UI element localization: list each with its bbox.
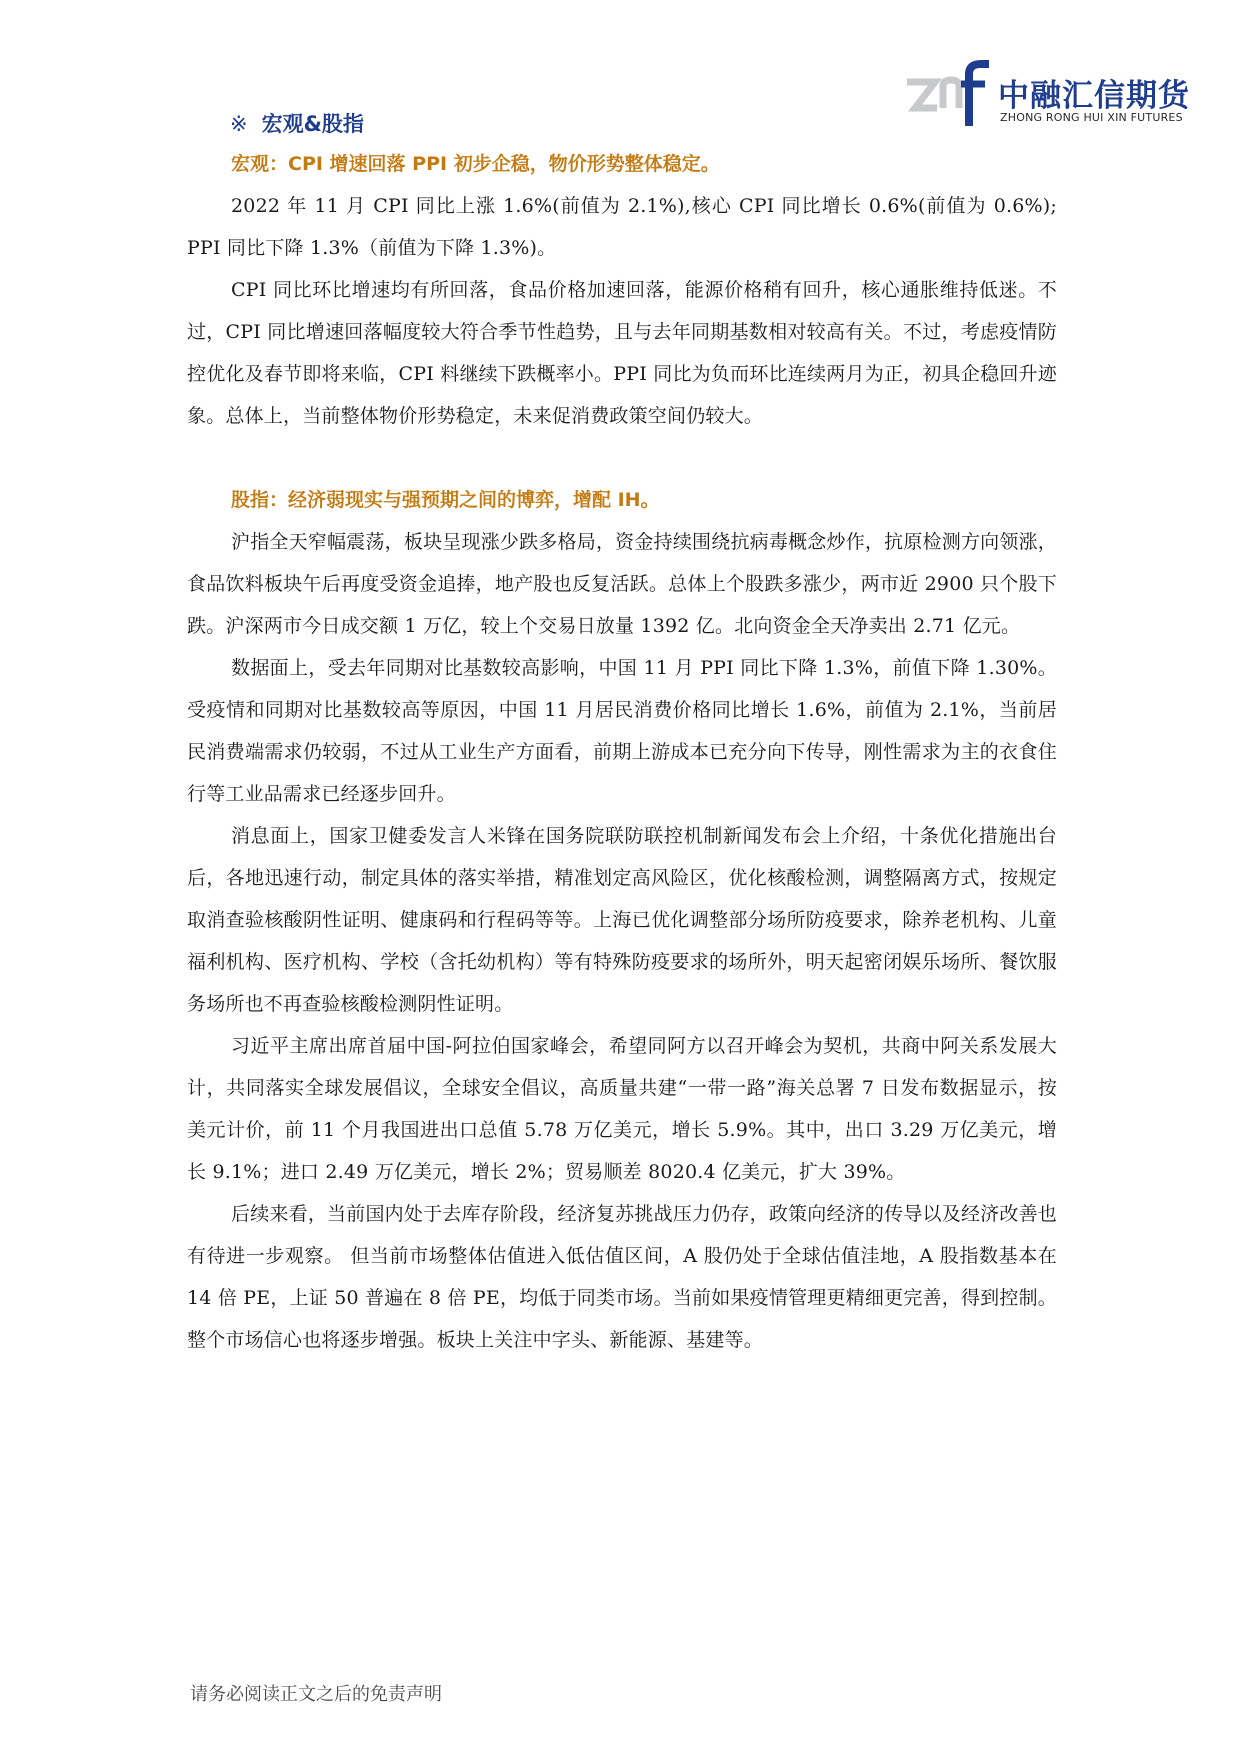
logo-english-name: ZHONG RONG HUI XIN FUTURES [1000, 111, 1183, 124]
macro-paragraph-2: CPI 同比环比增速均有所回落，食品价格加速回落，能源价格稍有回升，核心通胀维持低迷。不过，CPI 同比增速回落幅度较大符合季节性趋势，且与去年同期基数相对较高有关。不过，考虑疫情防控优化及春节即将来临，CPI 料继续下跌概率小。PPI 同比为负而环比连续两月为正，初具企稳回升迹象。总体上，当前整体物价形势稳定，未来促消费政策空间仍较大。 [187, 279, 1057, 427]
disclaimer-footer: 请务必阅读正文之后的免责声明 [190, 1684, 442, 1705]
section-spacer [187, 437, 1057, 479]
index-paragraph-2: 数据面上，受去年同期对比基数较高影响，中国 11 月 PPI 同比下降 1.3%，前值下降 1.30%。受疫情和同期对比基数较高等原因，中国 11 月居民消费价格同比增长 1.6%，前值为 2.1%，当前居民消费端需求仍较弱，不过从工业生产方面看，前期上游成本已充分向下传导，刚性需求为主的衣食住行等工业品需求已经逐步回升。 [187, 657, 1057, 805]
report-body [187, 100, 1057, 1361]
index-paragraph-4: 习近平主席出席首届中国-阿拉伯国家峰会，希望同阿方以召开峰会为契机，共商中阿关系发展大计，共同落实全球发展倡议，全球安全倡议，高质量共建“一带一路”海关总署 7 日发布数据显示，按美元计价，前 11 个月我国进出口总值 5.78 万亿美元，增长 5.9%。其中，出口 3.29 万亿美元，增长 9.1%；进口 2.49 万亿美元，增长 2%；贸易顺差 8020.4 亿美元，扩大 39%。 [187, 1035, 1057, 1183]
index-subtitle: 股指：经济弱现实与强预期之间的博弈，增配 IH。 [231, 489, 660, 511]
index-paragraph-5: 后续来看，当前国内处于去库存阶段，经济复苏挑战压力仍存，政策向经济的传导以及经济改善也有待进一步观察。 但当前市场整体估值进入低估值区间，A 股仍处于全球估值洼地，A 股指数基本在 14 倍 PE，上证 50 普遍在 8 倍 PE，均低于同类市场。当前如果疫情管理更精细更完善，得到控制。整个市场信心也将逐步增强。板块上关注中字头、新能源、基建等。 [187, 1203, 1057, 1351]
index-paragraph-1: 沪指全天窄幅震荡，板块呈现涨少跌多格局，资金持续围绕抗病毒概念炒作，抗原检测方向领涨，食品饮料板块午后再度受资金追捧，地产股也反复活跃。总体上个股跌多涨少，两市近 2900 只个股下跌。沪深两市今日成交额 1 万亿，较上个交易日放量 1392 亿。北向资金全天净卖出 2.71 亿元。 [187, 531, 1057, 637]
macro-subtitle: 宏观：CPI 增速回落 PPI 初步企稳，物价形势整体稳定。 [231, 153, 720, 175]
section-heading-text: 宏观&股指 [261, 112, 364, 136]
index-paragraph-3: 消息面上，国家卫健委发言人米锋在国务院联防联控机制新闻发布会上介绍，十条优化措施出台后，各地迅速行动，制定具体的落实举措，精准划定高风险区，优化核酸检测，调整隔离方式，按规定取消查验核酸阴性证明、健康码和行程码等等。上海已优化调整部分场所防疫要求，除养老机构、儿童福利机构、医疗机构、学校（含托幼机构）等有特殊防疫要求的场所外，明天起密闭娱乐场所、餐饮服务场所也不再查验核酸检测阴性证明。 [187, 825, 1057, 1015]
macro-paragraph-1: 2022 年 11 月 CPI 同比上涨 1.6%(前值为 2.1%),核心 CPI 同比增长 0.6%(前值为 0.6%); PPI 同比下降 1.3%（前值为下降 1.3%)。 [187, 195, 1057, 259]
reference-mark-icon: ※ [230, 112, 248, 136]
section-heading [230, 105, 1057, 143]
logo-chinese-name: 中融汇信期货 [998, 78, 1190, 114]
